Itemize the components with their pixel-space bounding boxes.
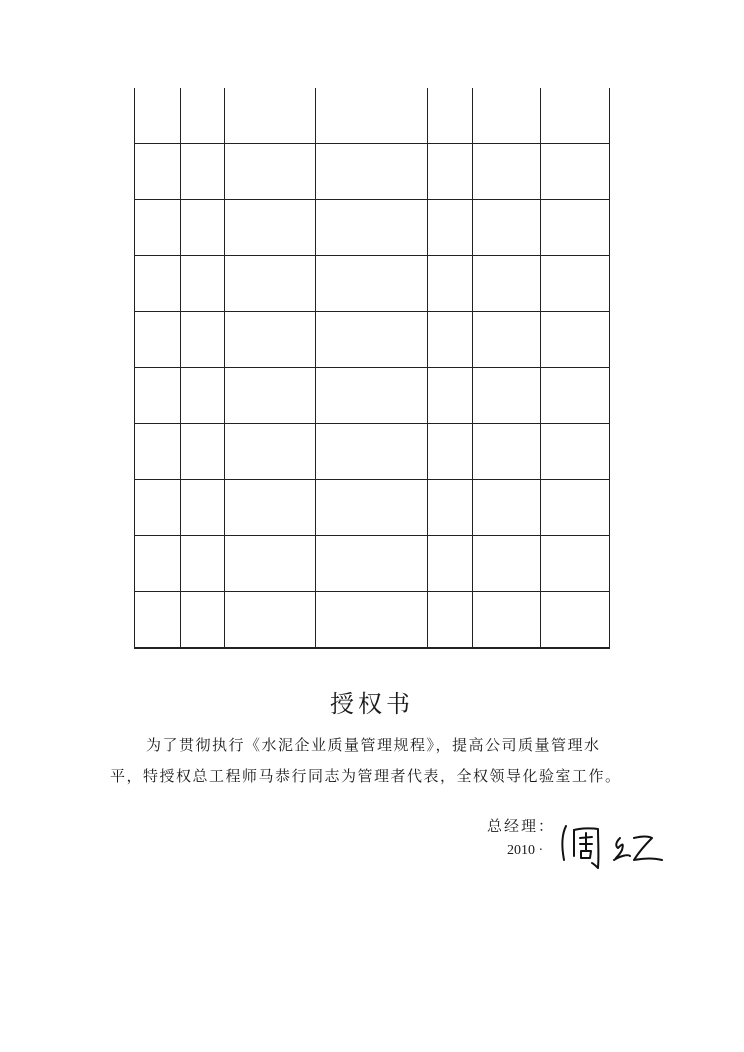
table-cell [225,480,316,536]
table-cell [473,424,541,480]
table-cell [541,480,610,536]
table-cell [225,536,316,592]
table-cell [541,592,610,649]
table-cell [181,200,225,256]
table-cell [428,144,473,200]
blank-table [134,88,610,649]
table-row [135,144,610,200]
table-cell [316,536,428,592]
table-cell [541,144,610,200]
table-cell [316,88,428,144]
table-cell [541,88,610,144]
table-cell [541,424,610,480]
table-cell [225,256,316,312]
table-cell [473,536,541,592]
paragraph-line-2: 平，特授权总工程师马恭行同志为管理者代表，全权领导化验室工作。 [110,767,622,785]
table-cell [428,592,473,649]
table-cell [428,536,473,592]
table-cell [473,88,541,144]
table-cell [135,144,181,200]
table-cell [541,256,610,312]
table-cell [473,144,541,200]
table-cell [181,368,225,424]
paragraph-line-1: 为了贯彻执行《水泥企业质量管理规程》，提高公司质量管理水 [146,736,601,754]
table-cell [473,200,541,256]
signer-label: 总经理： [487,817,556,835]
table-cell [181,256,225,312]
table-cell [541,536,610,592]
table-cell [181,536,225,592]
table-cell [428,480,473,536]
table-cell [428,88,473,144]
table-cell [135,312,181,368]
table-cell [181,592,225,649]
table-cell [473,256,541,312]
table-cell [428,200,473,256]
table-cell [181,424,225,480]
document-title: 授权书 [330,690,414,718]
table-cell [225,424,316,480]
table-cell [316,480,428,536]
table-row [135,592,610,649]
table-cell [316,368,428,424]
table-cell [316,144,428,200]
table-cell [473,312,541,368]
table-cell [181,480,225,536]
table-cell [473,592,541,649]
table-cell [428,312,473,368]
table-cell [316,256,428,312]
table-cell [225,312,316,368]
table-cell [135,480,181,536]
table-cell [473,368,541,424]
table-cell [225,200,316,256]
table-row [135,480,610,536]
table-cell [316,312,428,368]
table-cell [428,424,473,480]
table-cell [135,424,181,480]
table-cell [541,368,610,424]
table-cell [135,536,181,592]
table-cell [135,200,181,256]
table-cell [135,256,181,312]
table-row [135,200,610,256]
table-row [135,312,610,368]
table-cell [473,480,541,536]
table-cell [541,200,610,256]
table-cell [225,144,316,200]
table-row [135,368,610,424]
table-cell [225,88,316,144]
table-row [135,424,610,480]
table-cell [316,200,428,256]
table-cell [225,592,316,649]
table-row [135,536,610,592]
signature-date: 2010 · [507,843,544,858]
table-cell [316,424,428,480]
table-cell [181,144,225,200]
table-cell [316,592,428,649]
table-cell [428,368,473,424]
table-cell [541,312,610,368]
table-cell [428,256,473,312]
table-cell [135,368,181,424]
table-row [135,88,610,144]
table-cell [225,368,316,424]
handwritten-signature [558,820,668,872]
table-cell [181,88,225,144]
table-cell [135,88,181,144]
table-cell [135,592,181,649]
table-row [135,256,610,312]
table-cell [181,312,225,368]
authorization-paragraph [110,730,640,792]
